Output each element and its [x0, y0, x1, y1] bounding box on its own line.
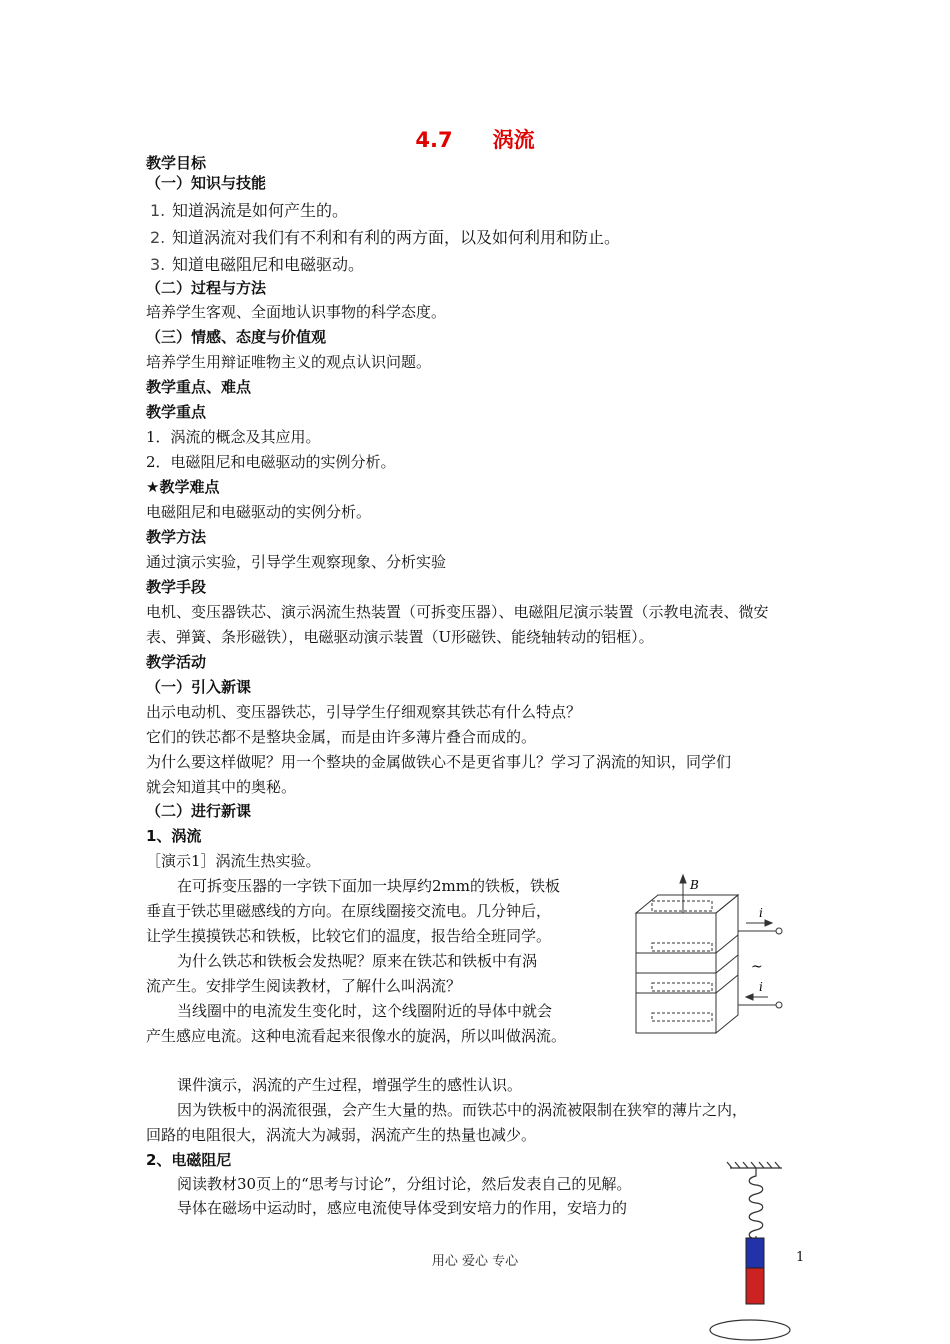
para-line: 导体在磁场中运动时，感应电流使导体受到安培力的作用，安培力的 [177, 1199, 628, 1217]
para-line: 为什么铁芯和铁板会发热呢？原来在铁芯和铁板中有涡 [177, 952, 538, 970]
means-line: 电机、变压器铁芯、演示涡流生热装置（可拆变压器）、电磁阻尼演示装置（示教电流表、微安 [146, 603, 769, 621]
difficulty-text: 电磁阻尼和电磁驱动的实例分析。 [146, 503, 372, 521]
difficulty-heading: ★教学难点 [146, 478, 220, 496]
para-line: 流产生。安排学生阅读教材，了解什么叫涡流？ [146, 977, 462, 995]
para-line: 在可拆变压器的一字铁下面加一块厚约2mm的铁板，铁板 [177, 877, 560, 895]
section2-heading: 2、电磁阻尼 [146, 1151, 232, 1169]
s1-item: 3. 知道电磁阻尼和电磁驱动。 [150, 255, 365, 274]
para-line: 产生感应电流。这种电流看起来很像水的旋涡，所以叫做涡流。 [146, 1027, 567, 1045]
section1-heading: 1、涡流 [146, 827, 202, 845]
para-line: 因为铁板中的涡流很强，会产生大量的热。而铁芯中的涡流被限制在狭窄的薄片之内， [177, 1101, 748, 1119]
demo1-text: ［演示1］涡流生热实验。 [146, 852, 321, 870]
eddy-current-figure [626, 873, 790, 1053]
intro-line: 出示电动机、变压器铁芯，引导学生仔细观察其铁芯有什么特点？ [146, 703, 582, 721]
s3-text: 培养学生用辩证唯物主义的观点认识问题。 [146, 353, 432, 371]
key-item: 2．电磁阻尼和电磁驱动的实例分析。 [146, 453, 396, 471]
intro-line: 它们的铁芯都不是整块金属，而是由许多薄片叠合而成的。 [146, 728, 537, 746]
title-text: 涡流 [492, 128, 535, 152]
para-line: 让学生摸摸铁芯和铁板，比较它们的温度，报告给全班同学。 [146, 927, 552, 945]
page-number: 1 [796, 1250, 805, 1265]
para-line: 垂直于铁芯里磁感线的方向。在原线圈接交流电。几分钟后， [146, 902, 552, 920]
b-arrow-head [680, 875, 686, 883]
s2-heading: （二）过程与方法 [146, 279, 267, 297]
page-title [0, 124, 950, 154]
title-number: 4.7 [415, 128, 453, 152]
focus-heading: 教学重点、难点 [146, 378, 252, 396]
s3-heading: （三）情感、态度与价值观 [146, 328, 327, 346]
intro-line: 就会知道其中的奥秘。 [146, 778, 297, 796]
new-lesson-heading: （二）进行新课 [146, 802, 252, 820]
means-line: 表、弹簧、条形磁铁），电磁驱动演示装置（U形磁铁、能绕轴转动的铝框）。 [146, 628, 654, 646]
para-line: 课件演示，涡流的产生过程，增强学生的感性认识。 [177, 1076, 523, 1094]
s1-heading: （一）知识与技能 [146, 174, 267, 192]
label-i-bottom: i [759, 980, 763, 994]
label-b: B [690, 878, 699, 892]
spring-icon [749, 1168, 763, 1248]
magnet-south [746, 1268, 764, 1304]
label-tilde: ~ [751, 959, 763, 975]
footer: 用心 爱心 专心 [431, 1254, 519, 1269]
s1-item: 2. 知道涡流对我们有不利和有利的两方面，以及如何利用和防止。 [150, 228, 621, 247]
goals-heading: 教学目标 [146, 154, 207, 172]
method-heading: 教学方法 [146, 528, 207, 546]
label-i-top: i [759, 906, 763, 920]
key-item: 1．涡流的概念及其应用。 [146, 428, 321, 446]
method-text: 通过演示实验，引导学生观察现象、分析实验 [146, 553, 447, 571]
para-line: 阅读教材30页上的“思考与讨论”，分组讨论，然后发表自己的见解。 [177, 1175, 632, 1193]
s2-text: 培养学生客观、全面地认识事物的科学态度。 [146, 303, 447, 321]
activity-heading: 教学活动 [146, 653, 207, 671]
para-line: 当线圈中的电流发生变化时，这个线圈附近的导体中就会 [177, 1002, 553, 1020]
s1-item: 1. 知道涡流是如何产生的。 [150, 201, 349, 220]
para-line: 回路的电阻很大，涡流大为减弱，涡流产生的热量也减少。 [146, 1126, 537, 1144]
intro-line: 为什么要这样做呢？用一个整块的金属做铁心不是更省事儿？学习了涡流的知识，同学们 [146, 753, 732, 771]
means-heading: 教学手段 [146, 578, 207, 596]
coil-ring [710, 1320, 790, 1340]
key-heading: 教学重点 [146, 403, 207, 421]
intro-heading: （一）引入新课 [146, 678, 252, 696]
